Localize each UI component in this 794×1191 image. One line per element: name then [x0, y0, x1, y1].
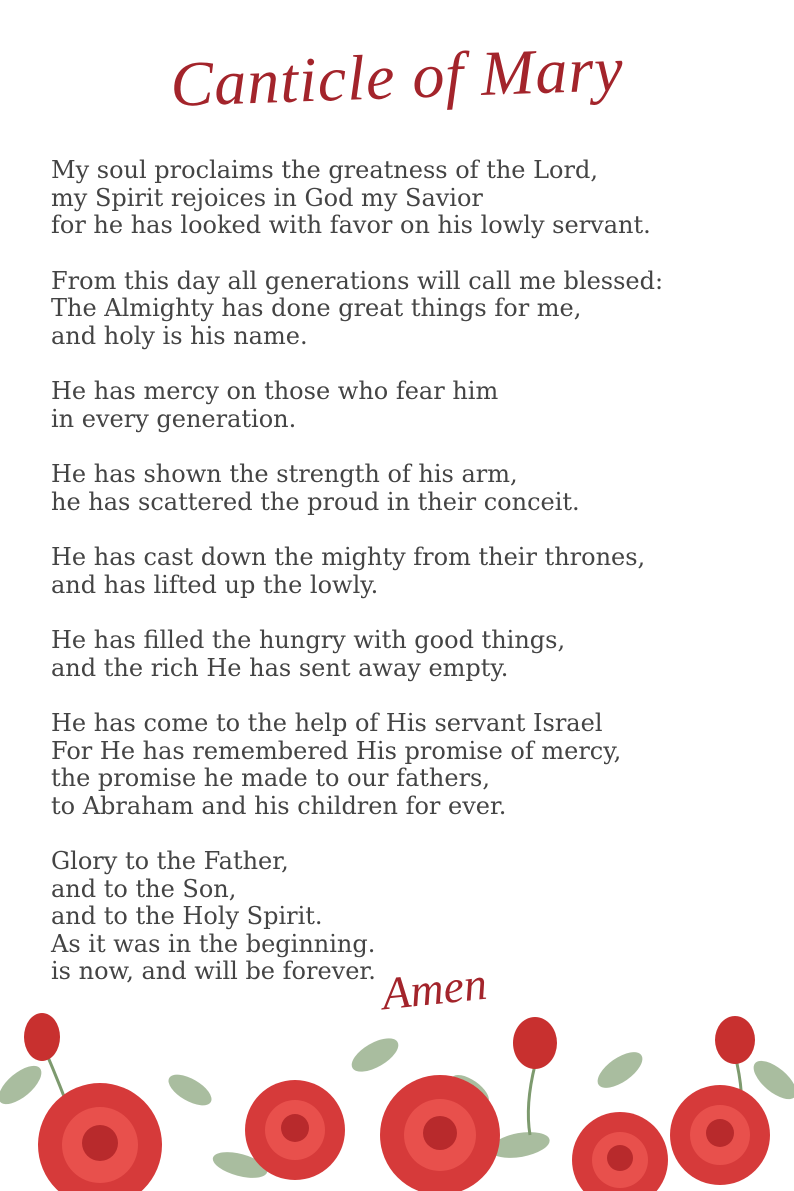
- poem-line: for he has looked with favor on his lowly servant.: [51, 211, 651, 239]
- poem-line: He has cast down the mighty from their thrones,: [51, 543, 646, 571]
- poem-line: to Abraham and his children for ever.: [51, 791, 507, 820]
- poem-line: For He has remembered His promise of mercy,: [51, 736, 622, 765]
- poem-line: As it was in the beginning.: [51, 929, 376, 958]
- poem-body: [51, 157, 771, 1014]
- rose-icon: [380, 1075, 500, 1191]
- poem-line: and has lifted up the lowly.: [51, 570, 379, 599]
- rose-border-illustration: [0, 995, 794, 1191]
- stanza: [51, 268, 771, 351]
- rose-icon: [38, 1083, 162, 1191]
- poem-line: Glory to the Father,: [51, 847, 289, 875]
- poem-line: The Almighty has done great things for me,: [51, 294, 582, 322]
- poem-line: He has filled the hungry with good things,: [51, 626, 566, 654]
- stanza: [51, 378, 771, 433]
- page-title: Canticle of Mary: [169, 33, 625, 120]
- poem-line: He has shown the strength of his arm,: [51, 460, 518, 488]
- stanza: [51, 544, 771, 599]
- poem-line: and the rich He has sent away empty.: [51, 653, 509, 682]
- poem-line: he has scattered the proud in their conceit.: [51, 487, 580, 516]
- poem-line: the promise he made to our fathers,: [51, 764, 490, 792]
- poem-line: is now, and will be forever.: [51, 957, 376, 985]
- poem-line: my Spirit rejoices in God my Savior: [51, 183, 483, 212]
- rose-icon: [572, 1112, 668, 1191]
- poem-line: in every generation.: [51, 404, 297, 433]
- poem-line: My soul proclaims the greatness of the Lord,: [51, 156, 598, 184]
- poem-line: He has mercy on those who fear him: [51, 377, 499, 405]
- amen-signature: Amen: [379, 957, 490, 1020]
- poem-line: and to the Son,: [51, 874, 237, 903]
- poem-line: From this day all generations will call me blessed:: [51, 266, 664, 295]
- poem-line: He has come to the help of His servant Israel: [51, 709, 603, 737]
- stanza: [51, 627, 771, 682]
- rose-icon: [670, 1085, 770, 1185]
- poem-line: and holy is his name.: [51, 321, 308, 350]
- stanza: [51, 461, 771, 516]
- stanza: [51, 710, 771, 820]
- stanza: [51, 157, 771, 240]
- rose-icon: [245, 1080, 345, 1180]
- poem-line: and to the Holy Spirit.: [51, 902, 323, 930]
